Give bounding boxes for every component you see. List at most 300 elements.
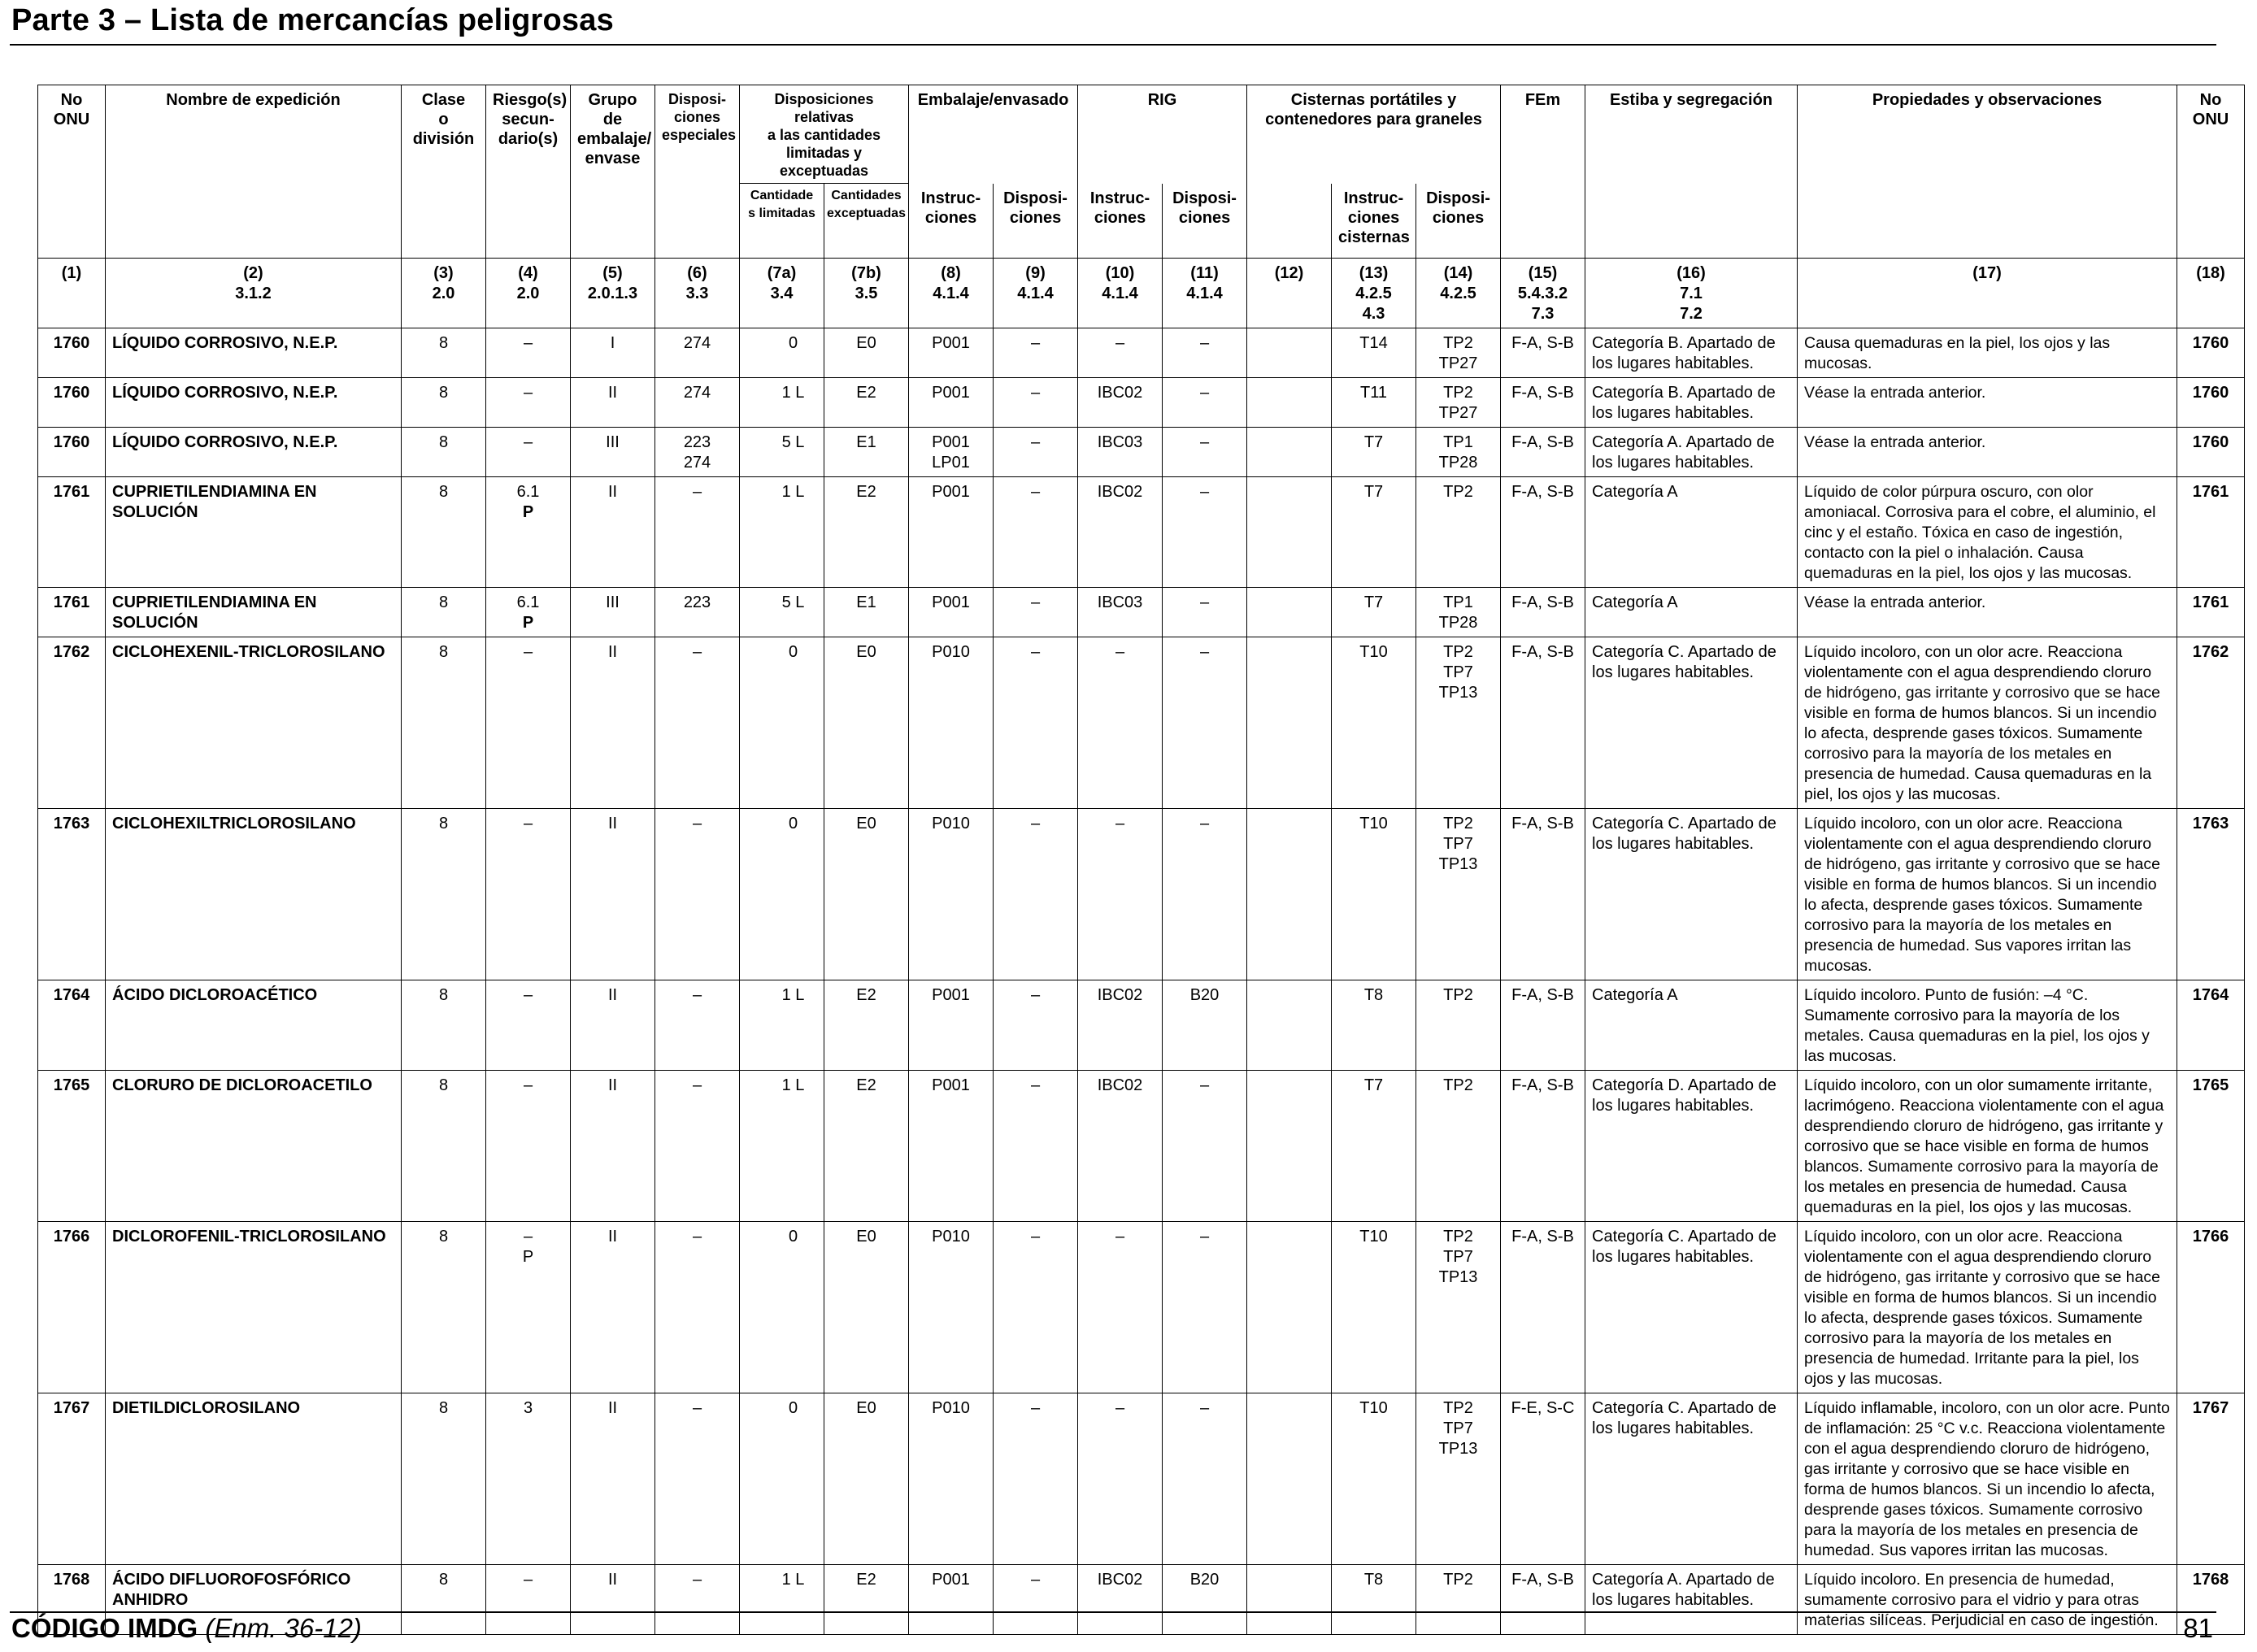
- tank-instructions: T10: [1332, 637, 1416, 809]
- tank-provisions: TP2 TP7 TP13: [1416, 1393, 1501, 1565]
- limited-quantity: 1 L: [740, 378, 824, 428]
- page-number: 81: [2183, 1613, 2213, 1643]
- special-provisions: 223 274: [655, 428, 740, 477]
- tank-instructions: T8: [1332, 980, 1416, 1071]
- limited-quantity: 1 L: [740, 1565, 824, 1635]
- class-division: 8: [402, 378, 486, 428]
- column-reference: (8) 4.1.4: [909, 259, 994, 328]
- class-division: 8: [402, 637, 486, 809]
- packing-provisions: –: [994, 328, 1078, 378]
- subsidiary-risk: [486, 980, 571, 1071]
- excepted-quantity: E0: [824, 809, 909, 980]
- ems: F-A, S-B: [1501, 328, 1585, 378]
- subsidiary-risk: [486, 1565, 571, 1635]
- packing-provisions: –: [994, 637, 1078, 809]
- tank-instructions: T10: [1332, 809, 1416, 980]
- tank-instructions: T11: [1332, 378, 1416, 428]
- properties-observations: Causa quemaduras en la piel, los ojos y las mucosas.: [1798, 328, 2177, 378]
- stowage-segregation: Categoría A: [1585, 980, 1798, 1071]
- ibc-provisions: B20: [1163, 980, 1247, 1071]
- properties-observations: Líquido de color púrpura oscuro, con olor amoniacal. Corrosiva para el cobre, el aluminio, el cinc y el estaño. Tóxica en caso de ingestión, contacto con la piel o inhalación. Causa quemaduras en la piel, los ojos y las mucosas.: [1798, 477, 2177, 588]
- class-division: 8: [402, 588, 486, 637]
- un-number: 1761: [38, 588, 106, 637]
- un-number-right: 1766: [2177, 1222, 2245, 1393]
- packing-instructions: P001: [909, 328, 994, 378]
- stowage-segregation: Categoría A: [1585, 588, 1798, 637]
- shipping-name: CLORURO DE DICLOROACETILO: [106, 1071, 402, 1222]
- shipping-name: CUPRIETILENDIAMINA EN SOLUCIÓN: [106, 477, 402, 588]
- packing-instructions: P001: [909, 477, 994, 588]
- excepted-quantity: E2: [824, 378, 909, 428]
- tank-provisions: TP2: [1416, 477, 1501, 588]
- tank-provisions: TP2: [1416, 980, 1501, 1071]
- tank-instructions: T8: [1332, 1565, 1416, 1635]
- dangerous-goods-table: [37, 85, 2245, 1635]
- tank-provisions: TP2 TP27: [1416, 328, 1501, 378]
- shipping-name: LÍQUIDO CORROSIVO, N.E.P.: [106, 378, 402, 428]
- packing-group: II: [571, 637, 655, 809]
- subsidiary-risk: [486, 428, 571, 477]
- ibc-instructions: –: [1078, 1222, 1163, 1393]
- column-12: [1247, 428, 1332, 477]
- table-row: [38, 588, 2245, 637]
- ibc-instructions: IBC02: [1078, 378, 1163, 428]
- ibc-instructions: IBC03: [1078, 588, 1163, 637]
- special-provisions: –: [655, 1393, 740, 1565]
- stowage-segregation: Categoría B. Apartado de los lugares habitables.: [1585, 378, 1798, 428]
- subsidiary-risk-value: –: [523, 1571, 533, 1589]
- shipping-name: ÁCIDO DICLOROACÉTICO: [106, 980, 402, 1071]
- subsidiary-risk: [486, 588, 571, 637]
- column-reference: (16) 7.1 7.2: [1585, 259, 1798, 328]
- col-header-rig-instrucciones: Instruc- ciones: [1078, 184, 1163, 259]
- column-12: [1247, 980, 1332, 1071]
- un-number: 1766: [38, 1222, 106, 1393]
- ibc-provisions: –: [1163, 637, 1247, 809]
- footer-code: CÓDIGO IMDG: [11, 1613, 198, 1643]
- properties-observations: Véase la entrada anterior.: [1798, 428, 2177, 477]
- column-reference: (7b) 3.5: [824, 259, 909, 328]
- un-number: 1760: [38, 328, 106, 378]
- special-provisions: 274: [655, 378, 740, 428]
- ems: F-A, S-B: [1501, 1222, 1585, 1393]
- column-reference-row: [38, 259, 2245, 328]
- tank-instructions: T7: [1332, 428, 1416, 477]
- limited-quantity: 0: [740, 1393, 824, 1565]
- stowage-segregation: Categoría C. Apartado de los lugares habitables.: [1585, 809, 1798, 980]
- packing-instructions: P010: [909, 1222, 994, 1393]
- col-header-cant-exceptuadas: Cantidades exceptuadas: [824, 184, 909, 259]
- packing-provisions: –: [994, 1565, 1078, 1635]
- special-provisions: –: [655, 1222, 740, 1393]
- limited-quantity: 0: [740, 809, 824, 980]
- col-header-clase: Clase o división: [402, 85, 486, 259]
- col-header-cant-limitadas: Cantidade s limitadas: [740, 184, 824, 259]
- excepted-quantity: E0: [824, 637, 909, 809]
- excepted-quantity: E1: [824, 588, 909, 637]
- column-reference: (11) 4.1.4: [1163, 259, 1247, 328]
- class-division: 8: [402, 1393, 486, 1565]
- packing-group: III: [571, 428, 655, 477]
- subsidiary-risk: [486, 1071, 571, 1222]
- properties-observations: Véase la entrada anterior.: [1798, 378, 2177, 428]
- col-header-emb-disposiciones: Disposi- ciones: [994, 184, 1078, 259]
- limited-quantity: 1 L: [740, 1071, 824, 1222]
- column-reference: (7a) 3.4: [740, 259, 824, 328]
- shipping-name: CUPRIETILENDIAMINA EN SOLUCIÓN: [106, 588, 402, 637]
- special-provisions: –: [655, 1071, 740, 1222]
- ibc-instructions: IBC02: [1078, 1565, 1163, 1635]
- tank-instructions: T7: [1332, 477, 1416, 588]
- column-12: [1247, 1222, 1332, 1393]
- limited-quantity: 1 L: [740, 477, 824, 588]
- ibc-provisions: –: [1163, 588, 1247, 637]
- un-number: 1765: [38, 1071, 106, 1222]
- un-number-right: 1768: [2177, 1565, 2245, 1635]
- subsidiary-risk-value: –: [523, 986, 533, 1004]
- table-row: [38, 378, 2245, 428]
- un-number-right: 1765: [2177, 1071, 2245, 1222]
- packing-group: II: [571, 1071, 655, 1222]
- column-reference: (4) 2.0: [486, 259, 571, 328]
- table-row: [38, 1071, 2245, 1222]
- excepted-quantity: E1: [824, 428, 909, 477]
- limited-quantity: 0: [740, 1222, 824, 1393]
- class-division: 8: [402, 1222, 486, 1393]
- table-row: [38, 1222, 2245, 1393]
- marine-pollutant-mark: P: [522, 1248, 534, 1266]
- column-12: [1247, 477, 1332, 588]
- excepted-quantity: E0: [824, 1222, 909, 1393]
- un-number-right: 1761: [2177, 477, 2245, 588]
- column-12: [1247, 328, 1332, 378]
- column-reference: (17): [1798, 259, 2177, 328]
- excepted-quantity: E2: [824, 980, 909, 1071]
- ibc-provisions: B20: [1163, 1565, 1247, 1635]
- properties-observations: Líquido incoloro, con un olor acre. Reacciona violentamente con el agua desprendiendo cloruro de hidrógeno, gas irritante y corrosivo que se hace visible en forma de humos blancos. Si un incendio lo afecta, desprende gases tóxicos. Sumamente corrosivo para la mayoría de los metales en presencia de humedad. Causa quemaduras en la piel, los ojos y las mucosas.: [1798, 637, 2177, 809]
- ibc-instructions: –: [1078, 1393, 1163, 1565]
- excepted-quantity: E2: [824, 477, 909, 588]
- excepted-quantity: E0: [824, 328, 909, 378]
- un-number-right: 1760: [2177, 378, 2245, 428]
- ibc-provisions: –: [1163, 477, 1247, 588]
- stowage-segregation: Categoría C. Apartado de los lugares habitables.: [1585, 1393, 1798, 1565]
- tank-instructions: T7: [1332, 1071, 1416, 1222]
- shipping-name: LÍQUIDO CORROSIVO, N.E.P.: [106, 428, 402, 477]
- class-division: 8: [402, 328, 486, 378]
- tank-provisions: TP2 TP7 TP13: [1416, 1222, 1501, 1393]
- class-division: 8: [402, 477, 486, 588]
- ibc-instructions: IBC02: [1078, 1071, 1163, 1222]
- ems: F-A, S-B: [1501, 1565, 1585, 1635]
- column-reference: (12): [1247, 259, 1332, 328]
- column-reference: (10) 4.1.4: [1078, 259, 1163, 328]
- subsidiary-risk-value: 3: [523, 1399, 533, 1417]
- col-header-rig: RIG: [1078, 85, 1247, 184]
- ibc-provisions: –: [1163, 428, 1247, 477]
- ibc-instructions: –: [1078, 809, 1163, 980]
- limited-quantity: 0: [740, 328, 824, 378]
- packing-group: II: [571, 378, 655, 428]
- stowage-segregation: Categoría D. Apartado de los lugares habitables.: [1585, 1071, 1798, 1222]
- packing-provisions: –: [994, 809, 1078, 980]
- column-12: [1247, 637, 1332, 809]
- un-number: 1762: [38, 637, 106, 809]
- properties-observations: Líquido incoloro, con un olor acre. Reacciona violentamente con el agua desprendiendo cloruro de hidrógeno, gas irritante y corrosivo que se hace visible en forma de humos blancos. Si un incendio lo afecta, desprende gases tóxicos. Sumamente corrosivo para la mayoría de los metales en presencia de humedad. Sus vapores irritan las mucosas.: [1798, 809, 2177, 980]
- un-number: 1768: [38, 1565, 106, 1635]
- col-header-riesgo: Riesgo(s) secun- dario(s): [486, 85, 571, 259]
- un-number-right: 1760: [2177, 328, 2245, 378]
- marine-pollutant-mark: P: [522, 503, 534, 521]
- stowage-segregation: Categoría C. Apartado de los lugares habitables.: [1585, 1222, 1798, 1393]
- tank-provisions: TP1 TP28: [1416, 588, 1501, 637]
- subsidiary-risk-value: –: [523, 1228, 533, 1246]
- ibc-provisions: –: [1163, 378, 1247, 428]
- excepted-quantity: E2: [824, 1565, 909, 1635]
- packing-instructions: P010: [909, 637, 994, 809]
- packing-provisions: –: [994, 980, 1078, 1071]
- col-header-emb-instrucciones: Instruc- ciones: [909, 184, 994, 259]
- col-header-fem: FEm: [1501, 85, 1585, 259]
- col-header-cis-disposiciones: Disposi- ciones: [1416, 184, 1501, 259]
- col-header-no-onu: No ONU: [38, 85, 106, 259]
- col-header-cantidades: Disposiciones relativas a las cantidades limitadas y exceptuadas: [740, 85, 909, 184]
- subsidiary-risk: [486, 637, 571, 809]
- ibc-provisions: –: [1163, 1222, 1247, 1393]
- limited-quantity: 1 L: [740, 980, 824, 1071]
- packing-provisions: –: [994, 477, 1078, 588]
- class-division: 8: [402, 980, 486, 1071]
- packing-instructions: P001 LP01: [909, 428, 994, 477]
- subsidiary-risk: [486, 477, 571, 588]
- un-number: 1760: [38, 428, 106, 477]
- col-header-grupo: Grupo de embalaje/ envase: [571, 85, 655, 259]
- packing-provisions: –: [994, 428, 1078, 477]
- footer-edition: (Enm. 36-12): [205, 1613, 362, 1643]
- special-provisions: 274: [655, 328, 740, 378]
- column-reference: (14) 4.2.5: [1416, 259, 1501, 328]
- un-number: 1764: [38, 980, 106, 1071]
- col-header-blank-12: [1247, 184, 1332, 259]
- ems: F-E, S-C: [1501, 1393, 1585, 1565]
- subsidiary-risk: [486, 809, 571, 980]
- stowage-segregation: Categoría A: [1585, 477, 1798, 588]
- tank-instructions: T14: [1332, 328, 1416, 378]
- class-division: 8: [402, 809, 486, 980]
- title-rule: [10, 44, 2216, 46]
- ibc-provisions: –: [1163, 1071, 1247, 1222]
- packing-group: II: [571, 1222, 655, 1393]
- packing-group: II: [571, 809, 655, 980]
- subsidiary-risk-value: –: [523, 815, 533, 833]
- footer-left: [11, 1613, 362, 1644]
- limited-quantity: 0: [740, 637, 824, 809]
- packing-instructions: P010: [909, 1393, 994, 1565]
- packing-group: II: [571, 477, 655, 588]
- excepted-quantity: E0: [824, 1393, 909, 1565]
- shipping-name: CICLOHEXILTRICLOROSILANO: [106, 809, 402, 980]
- subsidiary-risk: [486, 378, 571, 428]
- ibc-instructions: IBC02: [1078, 477, 1163, 588]
- packing-provisions: –: [994, 1393, 1078, 1565]
- special-provisions: –: [655, 980, 740, 1071]
- class-division: 8: [402, 1071, 486, 1222]
- table-body: [38, 259, 2245, 1635]
- column-12: [1247, 1565, 1332, 1635]
- tank-provisions: TP1 TP28: [1416, 428, 1501, 477]
- column-reference: (6) 3.3: [655, 259, 740, 328]
- subsidiary-risk-value: –: [523, 433, 533, 451]
- ibc-instructions: –: [1078, 637, 1163, 809]
- ibc-instructions: IBC03: [1078, 428, 1163, 477]
- un-number-right: 1760: [2177, 428, 2245, 477]
- un-number: 1767: [38, 1393, 106, 1565]
- col-header-disposiciones: Disposi- ciones especiales: [655, 85, 740, 259]
- shipping-name: ÁCIDO DIFLUOROFOSFÓRICO ANHIDRO: [106, 1565, 402, 1635]
- excepted-quantity: E2: [824, 1071, 909, 1222]
- subsidiary-risk-value: –: [523, 1076, 533, 1094]
- tank-instructions: T10: [1332, 1222, 1416, 1393]
- ems: F-A, S-B: [1501, 378, 1585, 428]
- table-row: [38, 809, 2245, 980]
- subsidiary-risk-value: –: [523, 384, 533, 402]
- special-provisions: –: [655, 477, 740, 588]
- tank-instructions: T10: [1332, 1393, 1416, 1565]
- col-header-embalaje: Embalaje/envasado: [909, 85, 1078, 184]
- tank-provisions: TP2 TP7 TP13: [1416, 637, 1501, 809]
- limited-quantity: 5 L: [740, 588, 824, 637]
- class-division: 8: [402, 428, 486, 477]
- special-provisions: 223: [655, 588, 740, 637]
- stowage-segregation: Categoría C. Apartado de los lugares habitables.: [1585, 637, 1798, 809]
- un-number-right: 1761: [2177, 588, 2245, 637]
- packing-instructions: P001: [909, 980, 994, 1071]
- tank-provisions: TP2: [1416, 1071, 1501, 1222]
- properties-observations: Véase la entrada anterior.: [1798, 588, 2177, 637]
- table-row: [38, 1393, 2245, 1565]
- ems: F-A, S-B: [1501, 477, 1585, 588]
- packing-instructions: P001: [909, 588, 994, 637]
- ibc-provisions: –: [1163, 809, 1247, 980]
- properties-observations: Líquido inflamable, incoloro, con un olor acre. Punto de inflamación: 25 °C v.c. Reacciona violentamente con el agua desprendiendo cloruro de hidrógeno, gas irritante y corrosivo que se hace visible en forma de humos blancos. Si un incendio lo afecta, desprende gases tóxicos. Sumamente corrosivo para la mayoría de los metales en presencia de humedad. Sus vapores irritan las mucosas.: [1798, 1393, 2177, 1565]
- subsidiary-risk: [486, 1222, 571, 1393]
- column-reference: (2) 3.1.2: [106, 259, 402, 328]
- tank-provisions: TP2 TP7 TP13: [1416, 809, 1501, 980]
- packing-provisions: –: [994, 1071, 1078, 1222]
- ibc-provisions: –: [1163, 1393, 1247, 1565]
- column-12: [1247, 378, 1332, 428]
- shipping-name: DICLOROFENIL-TRICLOROSILANO: [106, 1222, 402, 1393]
- subsidiary-risk-value: 6.1: [516, 483, 540, 501]
- un-number-right: 1767: [2177, 1393, 2245, 1565]
- un-number: 1760: [38, 378, 106, 428]
- packing-group: II: [571, 980, 655, 1071]
- page-title: Parte 3 – Lista de mercancías peligrosas: [11, 3, 614, 37]
- subsidiary-risk-value: –: [523, 334, 533, 352]
- table-row: [38, 428, 2245, 477]
- column-12: [1247, 1071, 1332, 1222]
- ems: F-A, S-B: [1501, 428, 1585, 477]
- table-row: [38, 980, 2245, 1071]
- stowage-segregation: Categoría A. Apartado de los lugares habitables.: [1585, 1565, 1798, 1635]
- col-header-nombre: Nombre de expedición: [106, 85, 402, 259]
- subsidiary-risk: [486, 328, 571, 378]
- table-row: [38, 328, 2245, 378]
- properties-observations: Líquido incoloro, con un olor sumamente irritante, lacrimógeno. Reacciona violentamente con el agua desprendiendo cloruro de hidrógeno, gas irritante y corrosivo que se hace visible en forma de humos blancos. Sumamente corrosivo para la mayoría de los metales en presencia de humedad. Causa quemaduras en la piel, los ojos y las mucosas.: [1798, 1071, 2177, 1222]
- column-reference: (9) 4.1.4: [994, 259, 1078, 328]
- packing-instructions: P001: [909, 378, 994, 428]
- header-row-1: [38, 85, 2245, 184]
- packing-instructions: P010: [909, 809, 994, 980]
- column-reference: (1): [38, 259, 106, 328]
- packing-group: II: [571, 1565, 655, 1635]
- column-reference: (18): [2177, 259, 2245, 328]
- special-provisions: –: [655, 1565, 740, 1635]
- subsidiary-risk-value: 6.1: [516, 593, 540, 611]
- un-number-right: 1762: [2177, 637, 2245, 809]
- column-12: [1247, 809, 1332, 980]
- ems: F-A, S-B: [1501, 980, 1585, 1071]
- column-reference: (15) 5.4.3.2 7.3: [1501, 259, 1585, 328]
- stowage-segregation: Categoría A. Apartado de los lugares habitables.: [1585, 428, 1798, 477]
- un-number-right: 1764: [2177, 980, 2245, 1071]
- packing-provisions: –: [994, 378, 1078, 428]
- properties-observations: Líquido incoloro. En presencia de humedad, sumamente corrosivo para el vidrio y para otras materias silíceas. Perjudicial en caso de ingestión.: [1798, 1565, 2177, 1635]
- ems: F-A, S-B: [1501, 809, 1585, 980]
- subsidiary-risk: [486, 1393, 571, 1565]
- col-header-cisternas: Cisternas portátiles y contenedores para graneles: [1247, 85, 1501, 184]
- packing-instructions: P001: [909, 1071, 994, 1222]
- packing-group: II: [571, 1393, 655, 1565]
- packing-instructions: P001: [909, 1565, 994, 1635]
- column-12: [1247, 588, 1332, 637]
- stowage-segregation: Categoría B. Apartado de los lugares habitables.: [1585, 328, 1798, 378]
- un-number-right: 1763: [2177, 809, 2245, 980]
- tank-instructions: T7: [1332, 588, 1416, 637]
- ems: F-A, S-B: [1501, 637, 1585, 809]
- special-provisions: –: [655, 809, 740, 980]
- ems: F-A, S-B: [1501, 1071, 1585, 1222]
- col-header-propiedades: Propiedades y observaciones: [1798, 85, 2177, 259]
- shipping-name: LÍQUIDO CORROSIVO, N.E.P.: [106, 328, 402, 378]
- properties-observations: Líquido incoloro, con un olor acre. Reacciona violentamente con el agua desprendiendo cloruro de hidrógeno, gas irritante y corrosivo que se hace visible en forma de humos blancos. Si un incendio lo afecta, desprende gases tóxicos. Sumamente corrosivo para la mayoría de los metales en presencia de humedad. Irritante para la piel, los ojos y las mucosas.: [1798, 1222, 2177, 1393]
- packing-provisions: –: [994, 588, 1078, 637]
- col-header-rig-disposiciones: Disposi- ciones: [1163, 184, 1247, 259]
- column-reference: (13) 4.2.5 4.3: [1332, 259, 1416, 328]
- col-header-cis-instrucciones: Instruc- ciones cisternas: [1332, 184, 1416, 259]
- properties-observations: Líquido incoloro. Punto de fusión: –4 °C. Sumamente corrosivo para la mayoría de los metales. Causa quemaduras en la piel, los ojos y las mucosas.: [1798, 980, 2177, 1071]
- ibc-provisions: –: [1163, 328, 1247, 378]
- packing-provisions: –: [994, 1222, 1078, 1393]
- table-row: [38, 1565, 2245, 1635]
- ibc-instructions: IBC02: [1078, 980, 1163, 1071]
- packing-group: I: [571, 328, 655, 378]
- column-12: [1247, 1393, 1332, 1565]
- shipping-name: DIETILDICLOROSILANO: [106, 1393, 402, 1565]
- subsidiary-risk-value: –: [523, 643, 533, 661]
- shipping-name: CICLOHEXENIL-TRICLOROSILANO: [106, 637, 402, 809]
- ibc-instructions: –: [1078, 328, 1163, 378]
- tank-provisions: TP2 TP27: [1416, 378, 1501, 428]
- marine-pollutant-mark: P: [522, 614, 534, 632]
- col-header-no-onu-right: No ONU: [2177, 85, 2245, 259]
- un-number: 1761: [38, 477, 106, 588]
- table-row: [38, 477, 2245, 588]
- column-reference: (5) 2.0.1.3: [571, 259, 655, 328]
- column-reference: (3) 2.0: [402, 259, 486, 328]
- un-number: 1763: [38, 809, 106, 980]
- limited-quantity: 5 L: [740, 428, 824, 477]
